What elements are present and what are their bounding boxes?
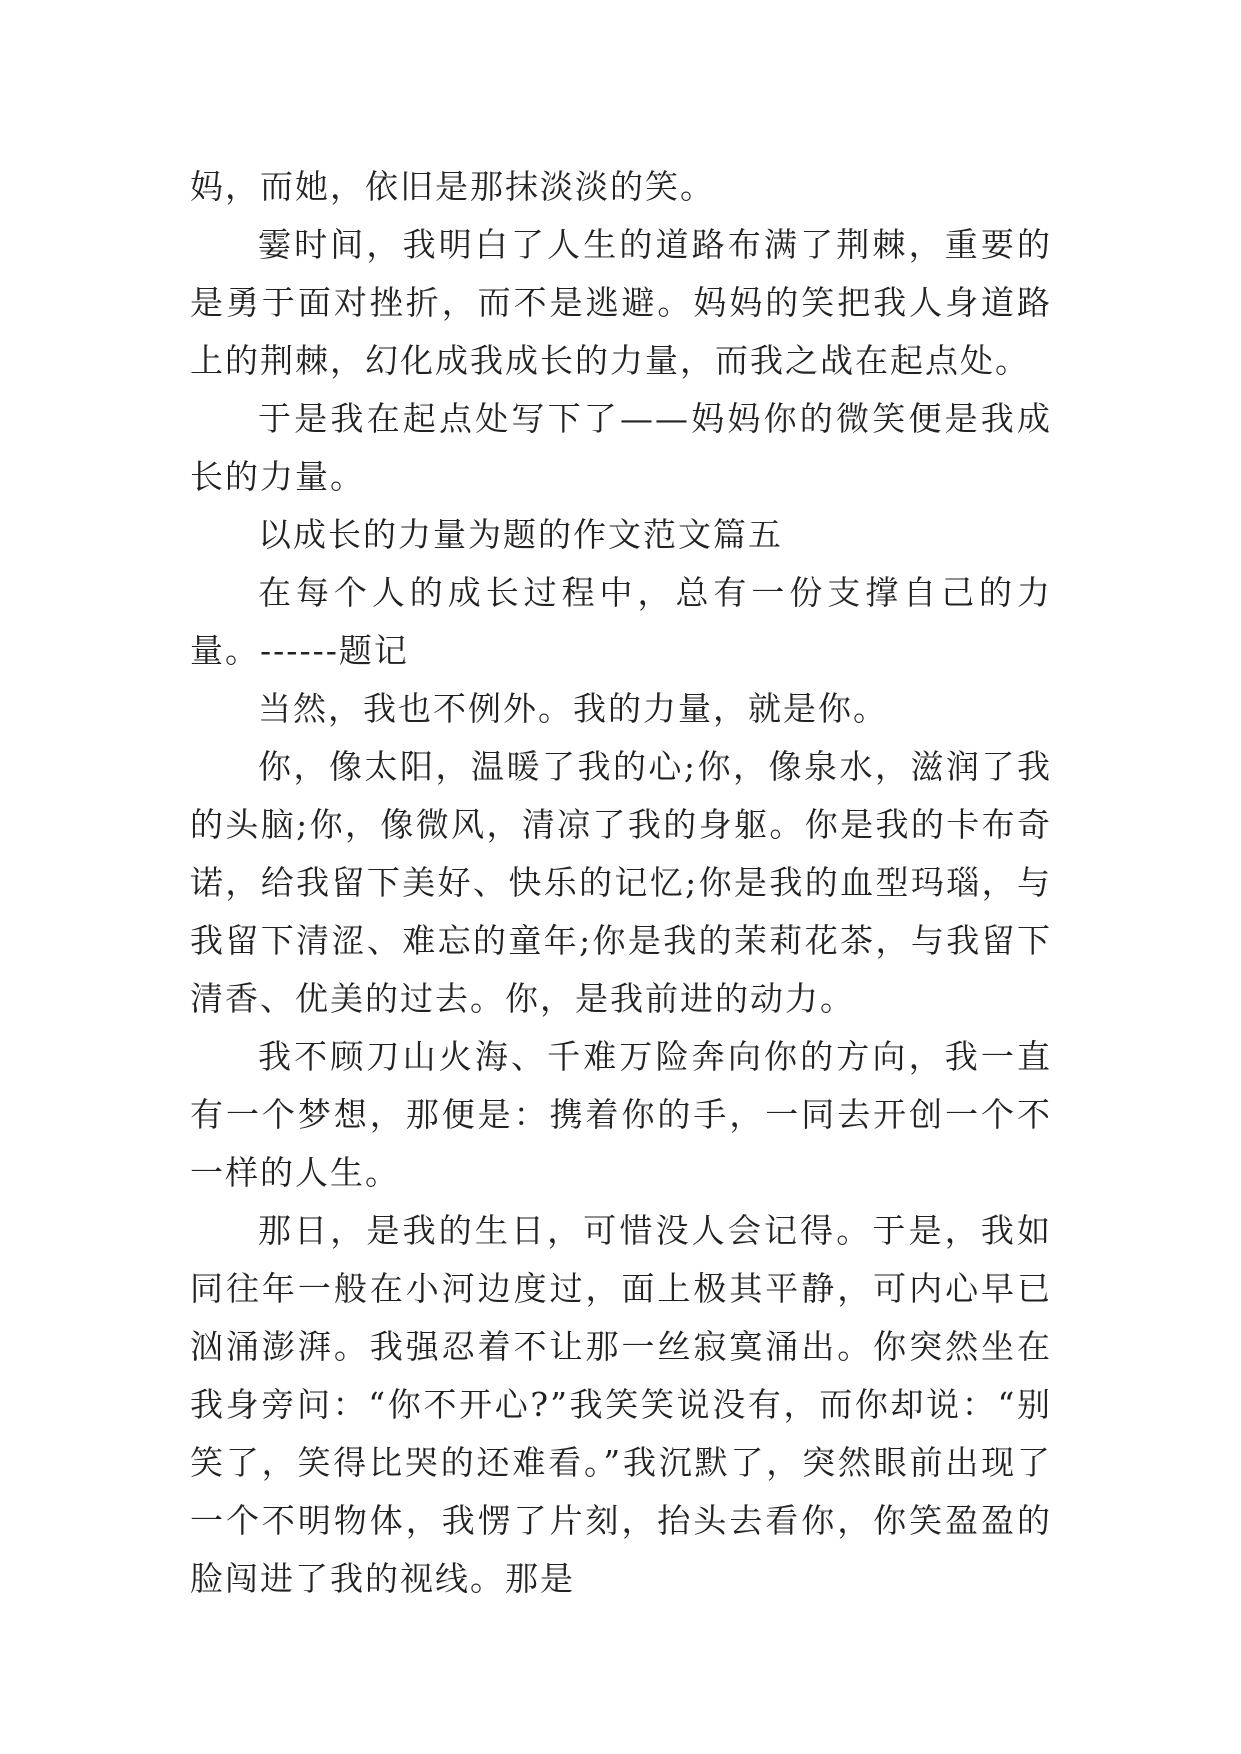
paragraph-8: 我不顾刀山火海、千难万险奔向你的方向，我一直有一个梦想，那便是：携着你的手，一同去开创一个不一样的人生。 — [190, 1037, 1052, 1192]
article-body — [190, 158, 1052, 1608]
paragraph-epigraph: 在每个人的成长过程中，总有一份支撑自己的力量。------题记 — [190, 573, 1052, 670]
paragraph-1: 妈，而她，依旧是那抹淡淡的笑。 — [190, 167, 715, 206]
paragraph-9: 那日，是我的生日，可惜没人会记得。于是，我如同往年一般在小河边度过，面上极其平静，可内心早已汹涌澎湃。我强忍着不让那一丝寂寞涌出。你突然坐在我身旁问：“你不开心?”我笑笑说没有，而你却说：“别笑了，笑得比哭的还难看。”我沉默了，突然眼前出现了一个不明物体，我愣了片刻，抬头去看你，你笑盈盈的脸闯进了我的视线。那是 — [190, 1211, 1052, 1598]
paragraph-2: 霎时间，我明白了人生的道路布满了荆棘，重要的是勇于面对挫折，而不是逃避。妈妈的笑把我人身道路上的荆棘，幻化成我成长的力量，而我之战在起点处。 — [190, 225, 1052, 380]
section-heading: 以成长的力量为题的作文范文篇五 — [258, 515, 783, 554]
paragraph-6: 当然，我也不例外。我的力量，就是你。 — [258, 689, 888, 728]
paragraph-7: 你，像太阳，温暖了我的心;你，像泉水，滋润了我的头脑;你，像微风，清凉了我的身躯。你是我的卡布奇诺，给我留下美好、快乐的记忆;你是我的血型玛瑙，与我留下清涩、难忘的童年;你是我的茉莉花茶，与我留下清香、优美的过去。你，是我前进的动力。 — [190, 747, 1052, 1018]
paragraph-3: 于是我在起点处写下了——妈妈你的微笑便是我成长的力量。 — [190, 399, 1052, 496]
